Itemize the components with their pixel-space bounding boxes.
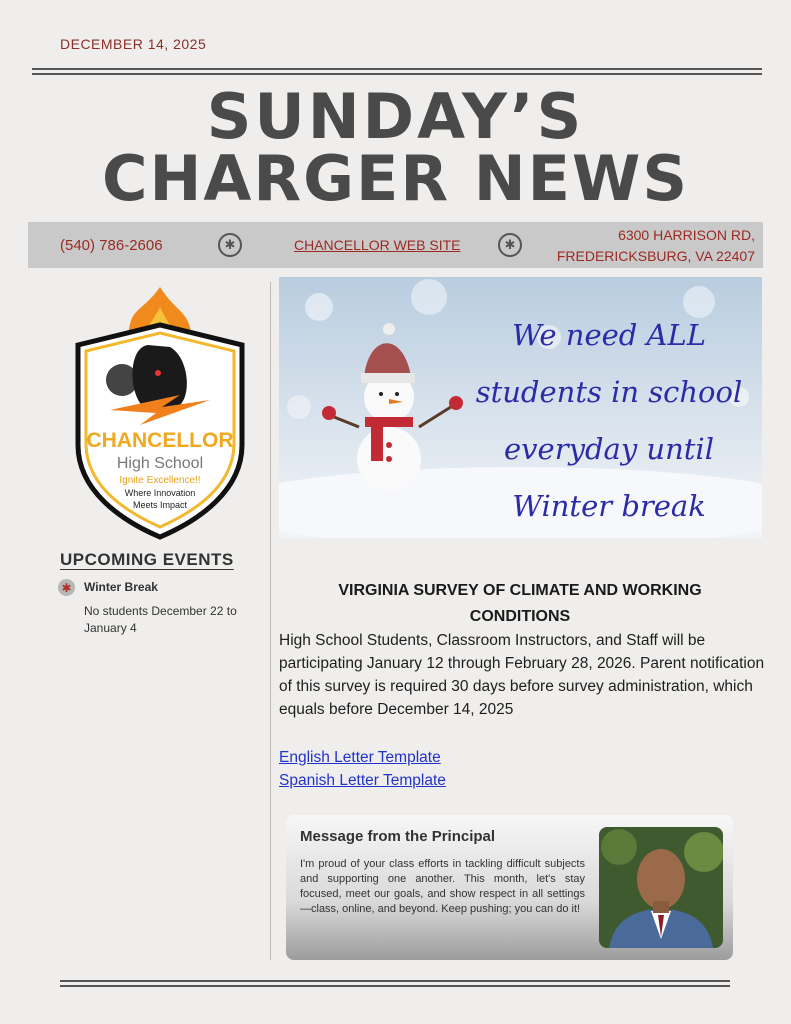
phone-number[interactable]: (540) 786-2606 — [60, 237, 163, 254]
survey-body: High School Students, Classroom Instructors, and Staff will be participating January 12 through February 28, 2026. Parent notification of this survey is required 30 days before survey administration, which equals before December 14, 2025 — [279, 632, 765, 718]
logo-name: CHANCELLOR — [86, 429, 234, 452]
survey-title: VIRGINIA SURVEY OF CLIMATE AND WORKING CONDITIONS — [338, 582, 702, 625]
winter-banner — [279, 277, 762, 538]
newsletter-date: DECEMBER 14, 2025 — [60, 36, 207, 52]
logo-slogan: Ignite Excellence!! — [119, 475, 201, 486]
asterisk-icon: ✱ — [218, 233, 242, 257]
top-divider — [32, 68, 762, 75]
logo-tagline2: Meets Impact — [132, 500, 188, 510]
letter-links — [279, 746, 446, 792]
address-line2: FREDERICKSBURG, VA 22407 — [556, 248, 755, 264]
banner-line3: everyday until — [504, 432, 714, 466]
website-link[interactable]: CHANCELLOR WEB SITE — [294, 237, 461, 253]
asterisk-icon: ✱ — [58, 579, 75, 596]
principal-photo — [599, 827, 723, 948]
principal-title: Message from the Principal — [300, 828, 496, 845]
upcoming-events-title: UPCOMING EVENTS — [60, 550, 234, 569]
contact-bar — [28, 222, 763, 268]
event-description: No students December 22 to January 4 — [84, 604, 237, 635]
address-line1: 6300 HARRISON RD, — [618, 227, 755, 243]
masthead-line2: CHARGER NEWS — [102, 142, 689, 215]
spanish-letter-link[interactable]: Spanish Letter Template — [279, 772, 446, 789]
event-name: Winter Break — [84, 580, 158, 594]
banner-line4: Winter break — [512, 489, 706, 523]
asterisk-icon: ✱ — [498, 233, 522, 257]
banner-message — [459, 307, 759, 535]
school-logo — [70, 285, 250, 540]
masthead-line1: SUNDAY’S — [206, 80, 585, 153]
bottom-divider — [60, 980, 730, 987]
column-divider — [270, 282, 271, 960]
principal-message: I'm proud of your class efforts in tackling difficult subjects and supporting one another. This month, let's stay focused, meet our goals, and show respect in all settings—class, online, and beyond. Keep pushing; you can do it! — [300, 858, 585, 915]
banner-line2: students in school — [475, 375, 743, 409]
logo-subtitle: High School — [116, 455, 204, 472]
banner-line1: We need ALL — [511, 318, 707, 352]
english-letter-link[interactable]: English Letter Template — [279, 749, 441, 766]
logo-tagline1: Where Innovation — [124, 488, 196, 498]
principal-message-card — [286, 815, 733, 960]
address — [557, 225, 755, 267]
